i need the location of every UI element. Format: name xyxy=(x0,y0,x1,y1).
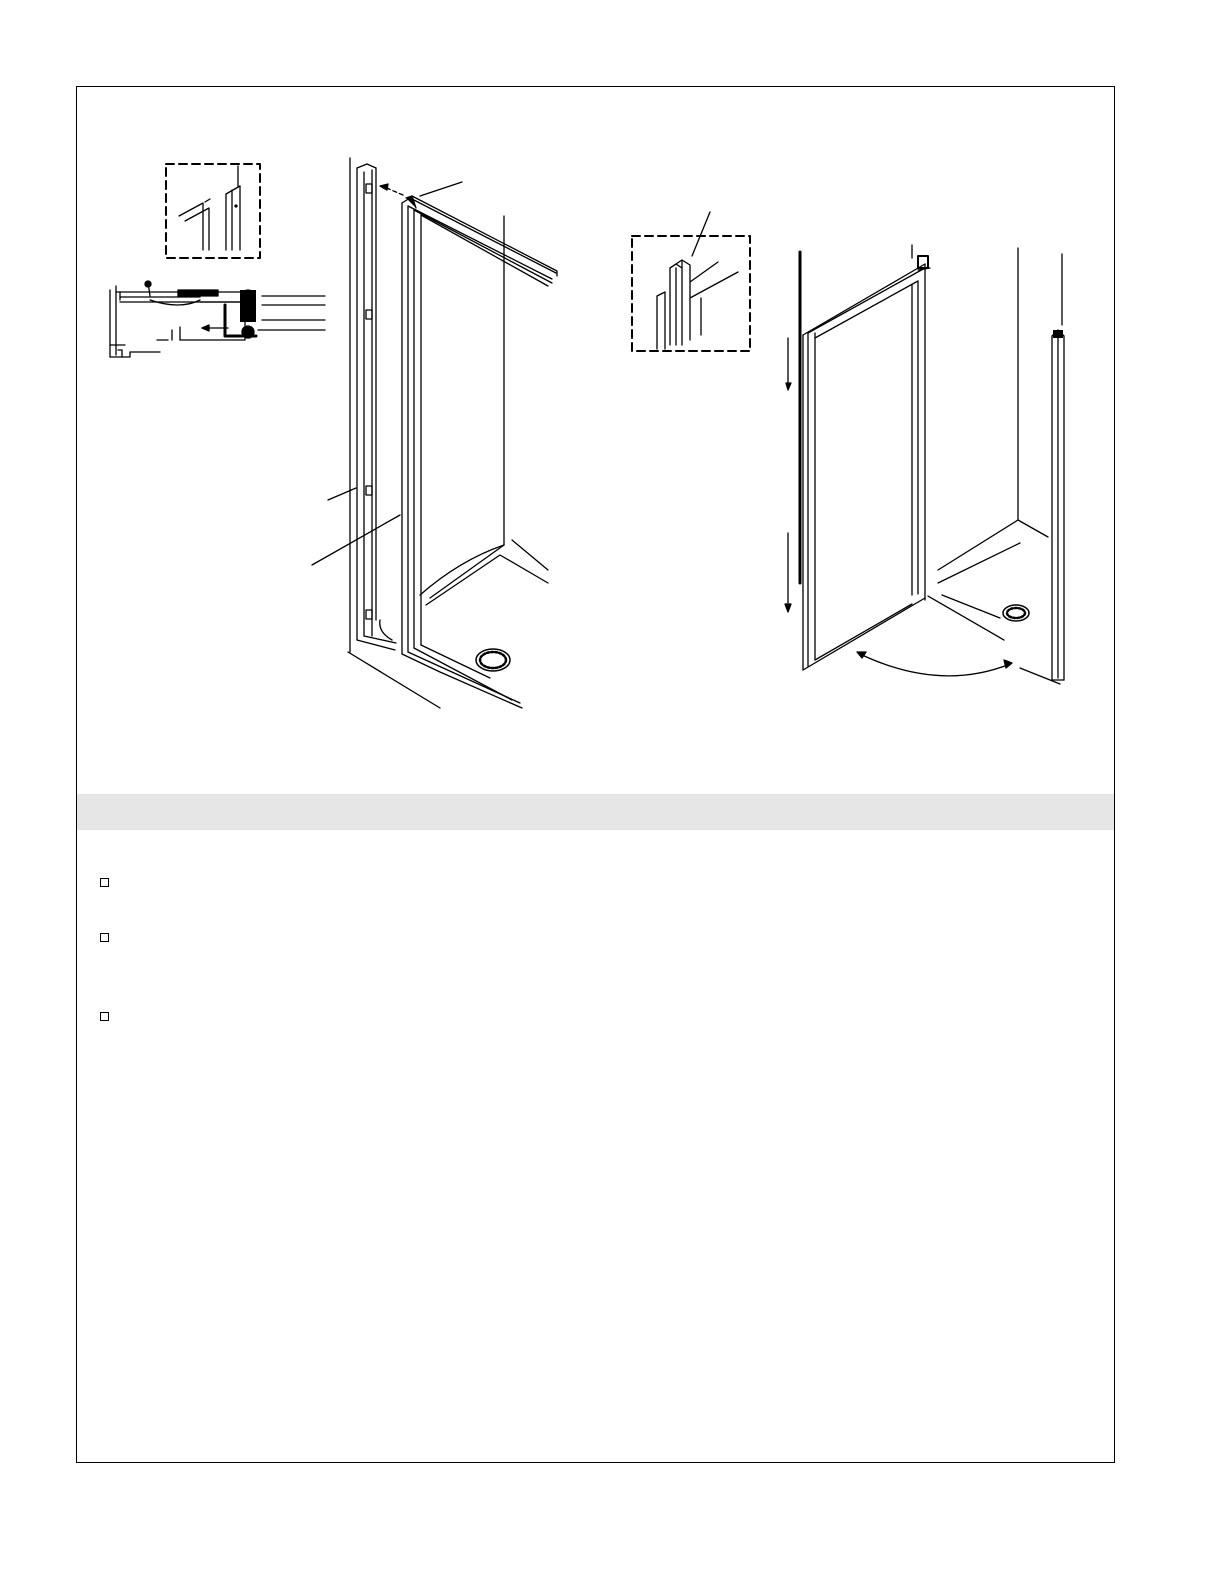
right-detail-inset xyxy=(632,212,750,351)
right-main-view xyxy=(785,245,1064,684)
checkbox-square-icon[interactable] xyxy=(100,878,109,887)
section-heading xyxy=(77,794,1114,810)
drain-grate-icon xyxy=(476,649,510,671)
installation-figure xyxy=(0,0,1225,780)
checkbox-square-icon[interactable] xyxy=(100,933,109,942)
drain-grate-icon xyxy=(1003,605,1029,621)
left-section-view xyxy=(110,281,325,357)
section-heading-band xyxy=(77,794,1114,830)
left-main-view xyxy=(312,158,557,708)
left-detail-inset xyxy=(166,164,260,258)
checkbox-square-icon[interactable] xyxy=(100,1012,109,1021)
